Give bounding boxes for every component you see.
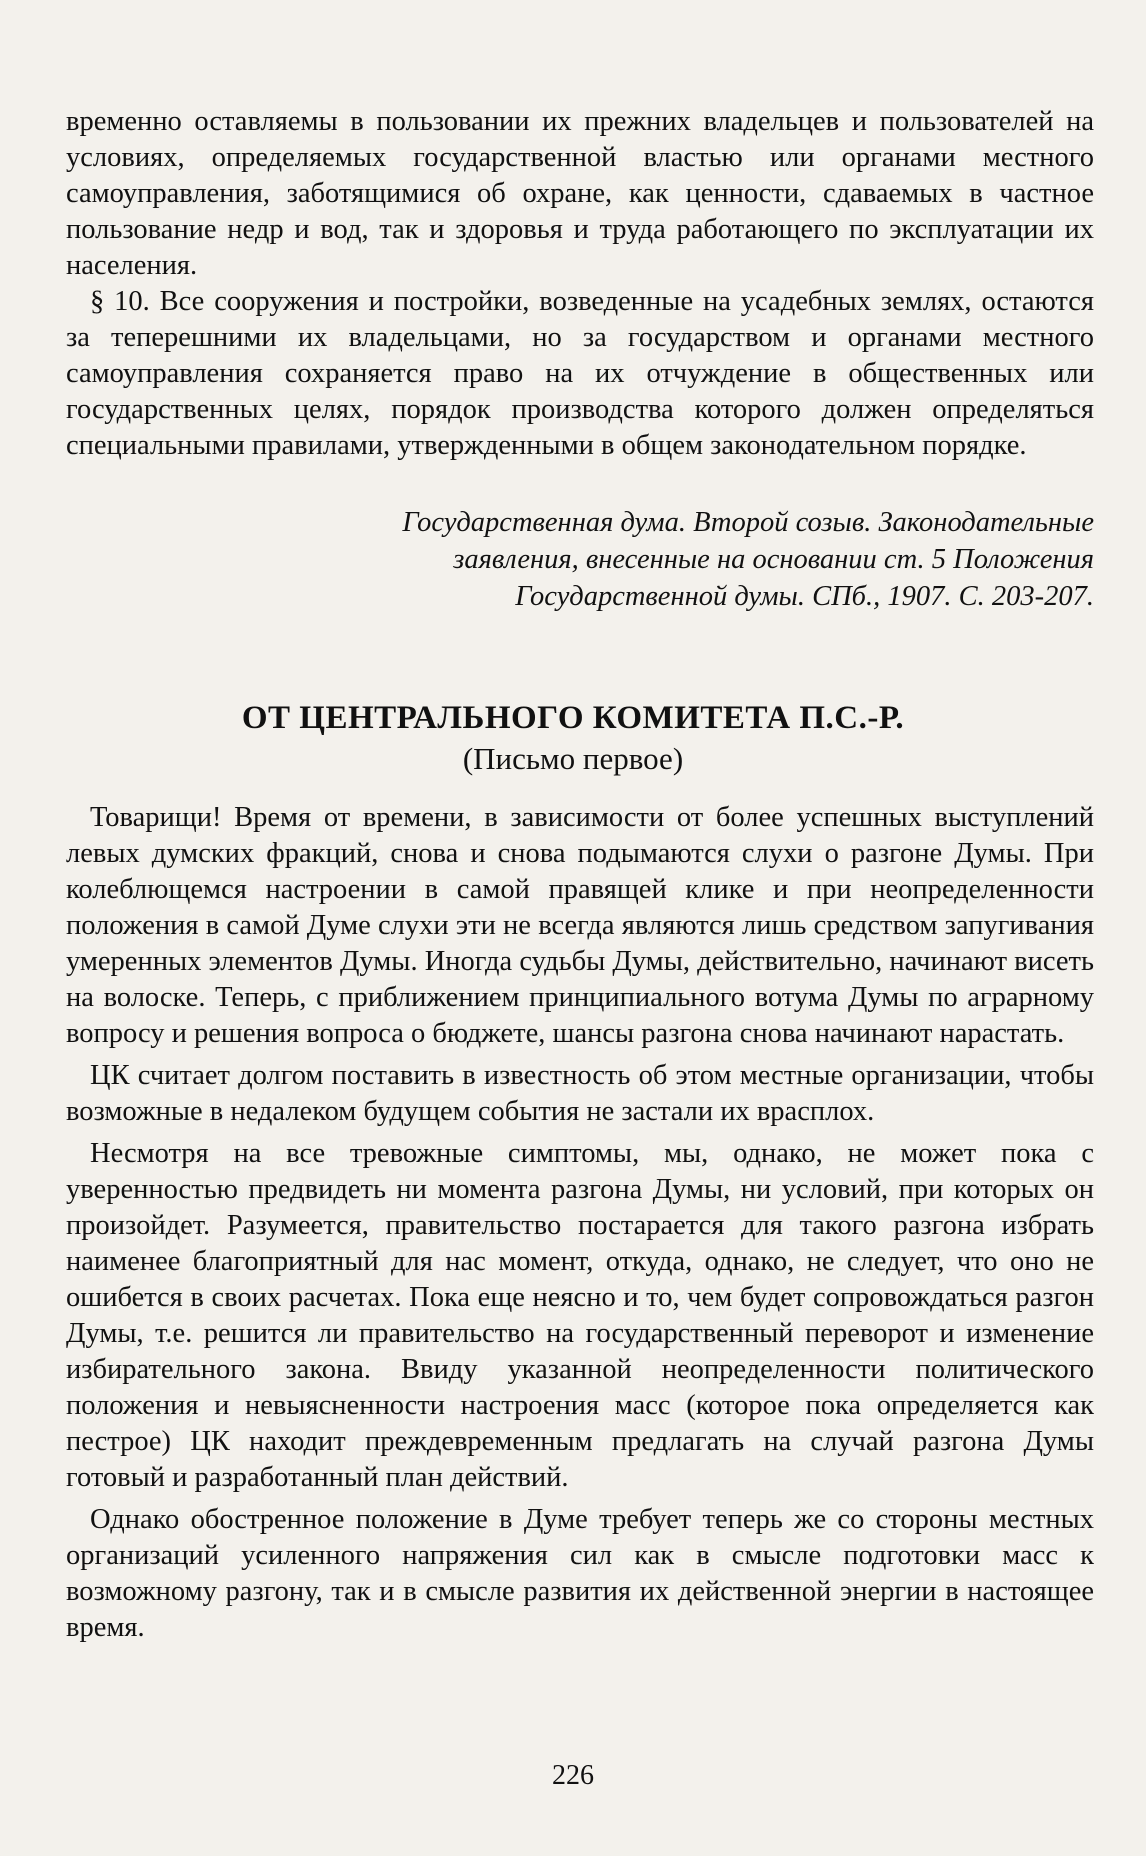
letter-paragraph-1: Товарищи! Время от времени, в зависимости от более успешных выступлений левых думских фракций, снова и снова подымаются слухи о разгоне Думы. При колеблющемся настроении в самой правящей клике и при неопределенности положения в самой Думе слухи эти не всегда являются лишь средством запугивания умеренных элементов Думы. Иногда судьбы Думы, действительно, начинают висеть на волоске. Теперь, с приближением принципиального вотума Думы по аграрному вопросу и решения вопроса о бюджете, шансы разгона снова начинают нарастать. [66, 802, 1094, 1049]
letter-paragraph-3: Несмотря на все тревожные симптомы, мы, однако, не может пока с уверенностью предвидеть ни момента разгона Думы, ни условий, при которых он произойдет. Разумеется, правительство постарается для такого разгона избрать наименее благоприятный для нас момент, откуда, однако, не следует, что оно не ошибется в своих расчетах. Пока еще неясно и то, чем будет сопровождаться разгон Думы, т.е. решится ли правительство на государственный переворот и изменение избирательного закона. Ввиду указанной неопределенности политического положения и невыясненности настроения масс (которое пока определяется как пестрое) ЦК находит преждевременным предлагать на случай разгона Думы готовый и разработанный план действий. [66, 1138, 1094, 1493]
source-citation: Государственная дума. Второй созыв. Законодательные заявления, внесенные на основании ст. 5 Положения Государственной думы. СПб., 1907. С. 203-207. [402, 507, 1094, 612]
text-block-letter [66, 800, 1094, 1646]
section-subheading: (Письмо первое) [462, 741, 684, 776]
paragraph-section-10: § 10. Все сооружения и постройки, возведенные на усадебных землях, остаются за теперешними их владельцами, но за государством и органами местного самоуправления сохраняется право на их отчуждение в общественных или государственных целях, порядок производства которого должен определяться специальными правилами, утвержденными в общем законодательном порядке. [66, 286, 1094, 461]
paragraph-continuation: временно оставляемы в пользовании их прежних владельцев и пользователей на условиях, определяемых государственной властью или органами местного самоуправления, заботящимися об охране, как ценности, сдаваемых в частное пользование недр и вод, так и здоровья и труда работающего по эксплуатации их населения. [66, 106, 1094, 281]
text-block-top [66, 104, 1094, 464]
letter-paragraph-4: Однако обостренное положение в Думе требует теперь же со стороны местных организаций усиленного напряжения сил как в смысле подготовки масс к возможному разгону, так и в смысле развития их действенной энергии в настоящее время. [66, 1504, 1094, 1643]
section-heading: ОТ ЦЕНТРАЛЬНОГО КОМИТЕТА П.С.-Р. [241, 700, 905, 736]
page-number: 226 [552, 1760, 594, 1791]
letter-paragraph-2: ЦК считает долгом поставить в известность об этом местные организации, чтобы возможные в недалеком будущем события не застали их врасплох. [66, 1060, 1094, 1127]
